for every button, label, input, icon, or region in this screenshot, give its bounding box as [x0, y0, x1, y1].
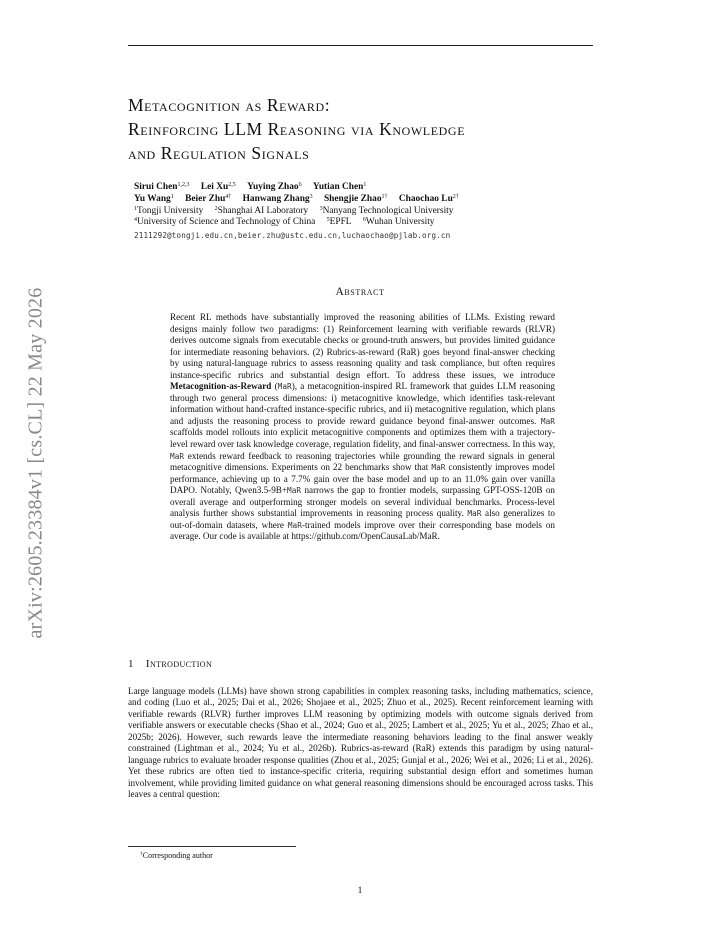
author-affil-mark: 1	[170, 193, 174, 200]
title-line-1: Metacognition as Reward:	[128, 95, 331, 115]
arxiv-identifier[interactable]: arXiv:2605.23384v1 [cs.CL] 22 May 2026	[24, 287, 47, 639]
affil-mark: 1	[134, 205, 137, 212]
footnote-mark: †	[140, 851, 143, 857]
abstract-text: ), a metacognition-inspired RL framework that guides LLM reasoning through two general process dimensions: i) metacognitive knowledge, which identifies task-relevant information without hand-crafted instance-specific rubrics, and ii) metacognitive regulation, which plans and adjusts the reasoning process to provide reward guidance beyond final-answer outcomes.	[170, 381, 555, 426]
author-name: Yuying Zhao	[247, 182, 299, 192]
abstract-heading: Abstract	[335, 286, 385, 298]
method-abbrev: MaR	[540, 416, 555, 426]
affiliations-row-1	[134, 206, 594, 218]
abstract-text: narrows the gap to frontier models, surpassing GPT-OSS-120B on overall average and outperforming stronger models on several individual benchmarks. Process-level analysis further shows substantial improvements in reasoning process quality.	[170, 485, 555, 519]
author-emails[interactable]: 2111292@tongji.edu.cn,beier.zhu@ustc.edu.cn,luchaochao@pjlab.org.cn	[134, 231, 451, 241]
section-heading	[128, 658, 212, 670]
author-affil-mark: 6	[298, 182, 302, 188]
method-abbrev: MaR	[277, 382, 292, 392]
method-name: Metacognition-as-Reward	[170, 381, 272, 392]
footnote	[140, 851, 213, 860]
author-name: Hanwang Zhang	[242, 193, 310, 204]
abstract-text: Recent RL methods have substantially improved the reasoning abilities of LLMs. Existing reward designs mainly follow two paradigms: (1) Reinforcement learning with verifiable rewards (RLVR) derives outcome signals from executable checks or ground-truth answers, but provides limited guidance for intermediate reasoning behaviors. (2) Rubrics-as-reward (RaR) goes beyond final-answer checking by using natural-language rubrics to assess reasoning quality and task compliance, but often requires instance-specific rubrics and substantial design effort. To address these issues, we introduce	[170, 312, 555, 380]
page-number: 1	[357, 886, 363, 896]
affiliations-row-2	[134, 217, 594, 229]
abstract-text: -trained models improve over their corresponding base models on average. Our code is available at https://github.com/OpenCausaLab/MaR.	[170, 519, 555, 542]
section-number: 1	[128, 658, 134, 670]
section-title: Introduction	[145, 658, 213, 670]
abstract-text: consistently improves model performance, achieving up to a 7.7% gain over the base model and up to an 11.0% gain over vanilla DAPO. Notably, Qwen3.5-9B+	[170, 462, 555, 496]
author-name: Sirui Chen	[134, 182, 178, 192]
author-affil-mark: 3	[309, 193, 313, 200]
author-affil-mark: 1†	[381, 193, 388, 200]
method-abbrev: MaR	[287, 520, 302, 530]
author-name: Shengjie Zhao	[323, 193, 382, 204]
authors-row-2	[134, 194, 594, 206]
method-abbrev: MaR	[467, 509, 482, 519]
affil-mark: 3	[319, 205, 323, 212]
affil-mark: 5	[326, 217, 330, 224]
author-name: Beier Zhu	[185, 193, 226, 204]
top-rule	[128, 45, 593, 46]
footnote-rule	[128, 846, 296, 847]
author-name: Chaochao Lu	[398, 193, 453, 204]
method-abbrev: MaR	[431, 463, 446, 473]
author-name: Yutian Chen	[312, 182, 364, 192]
affiliation: Nanyang Technological University	[322, 205, 454, 216]
paper-title	[128, 93, 598, 165]
author-name: Yu Wang	[134, 193, 171, 204]
footnote-text: Corresponding author	[142, 851, 213, 860]
introduction-paragraph: Large language models (LLMs) have shown strong capabilities in complex reasoning tasks, including mathematics, science, and coding (Luo et al., 2025; Dai et al., 2026; Shojaee et al., 2025; Zhuo et al., 2025). Recent reinforcement learning with verifiable rewards (RLVR) further improves LLM reasoning by optimizing models with outcome signals derived from verifiable answers or executable checks (Shao et al., 2024; Guo et al., 2025; Lambert et al., 2025; Yu et al., 2025; Zhao et al., 2025b; 2026). However, such rewards leave the intermediate reasoning behaviors leading to the final answer weakly constrained (Lightman et al., 2024; Yu et al., 2026b). Rubrics-as-reward (RaR) extends this paradigm by using natural-language rubrics to evaluate broader response qualities (Zhou et al., 2025; Gunjal et al., 2026; Wei et al., 2026; Li et al., 2026). Yet these rubrics are often tied to instance-specific criteria, requiring substantial design effort and sometimes human involvement, while providing limited guidance on what general reasoning dimensions should be encouraged across tasks. This leaves a central question:	[128, 686, 593, 800]
affiliation: EPFL	[329, 217, 352, 228]
abstract-text: (	[271, 381, 278, 392]
abstract-text: extends reward feedback to reasoning trajectories while grounding the reward signals in general metacognitive dimensions. Experiments on 22 benchmarks show that	[170, 450, 555, 473]
affil-mark: 6	[362, 217, 366, 224]
affil-mark: 2	[214, 205, 218, 212]
method-abbrev: MaR	[287, 486, 302, 496]
affiliation: Shanghai AI Laboratory	[217, 205, 309, 216]
affil-mark: 4	[134, 217, 137, 224]
author-name: Lei Xu	[200, 182, 229, 192]
affiliation: Wuhan University	[365, 217, 435, 228]
author-block	[134, 182, 594, 242]
author-affil-mark: 4†	[225, 193, 232, 200]
authors-row-1	[134, 182, 594, 194]
author-affil-mark: 2†	[452, 193, 459, 200]
title-line-2: Reinforcing LLM Reasoning via Knowledge	[128, 119, 466, 139]
abstract-text: also generalizes to out-of-domain datasets, where	[170, 508, 555, 530]
title-line-3: and Regulation Signals	[128, 143, 310, 163]
affiliation: Tongji University	[137, 205, 204, 216]
author-affil-mark: 2,5	[228, 182, 236, 188]
author-affil-mark: 1,2,3	[177, 182, 190, 188]
abstract-body	[170, 312, 555, 543]
abstract-text: scaffolds model rollouts into explicit metacognitive components and optimizes them with a trajectory-level reward over task knowledge coverage, regulation fidelity, and final-answer correctness. In this way,	[170, 427, 555, 450]
affiliation: University of Science and Technology of China	[137, 217, 316, 228]
author-affil-mark: 1	[363, 182, 367, 188]
method-abbrev: MaR	[170, 451, 185, 461]
